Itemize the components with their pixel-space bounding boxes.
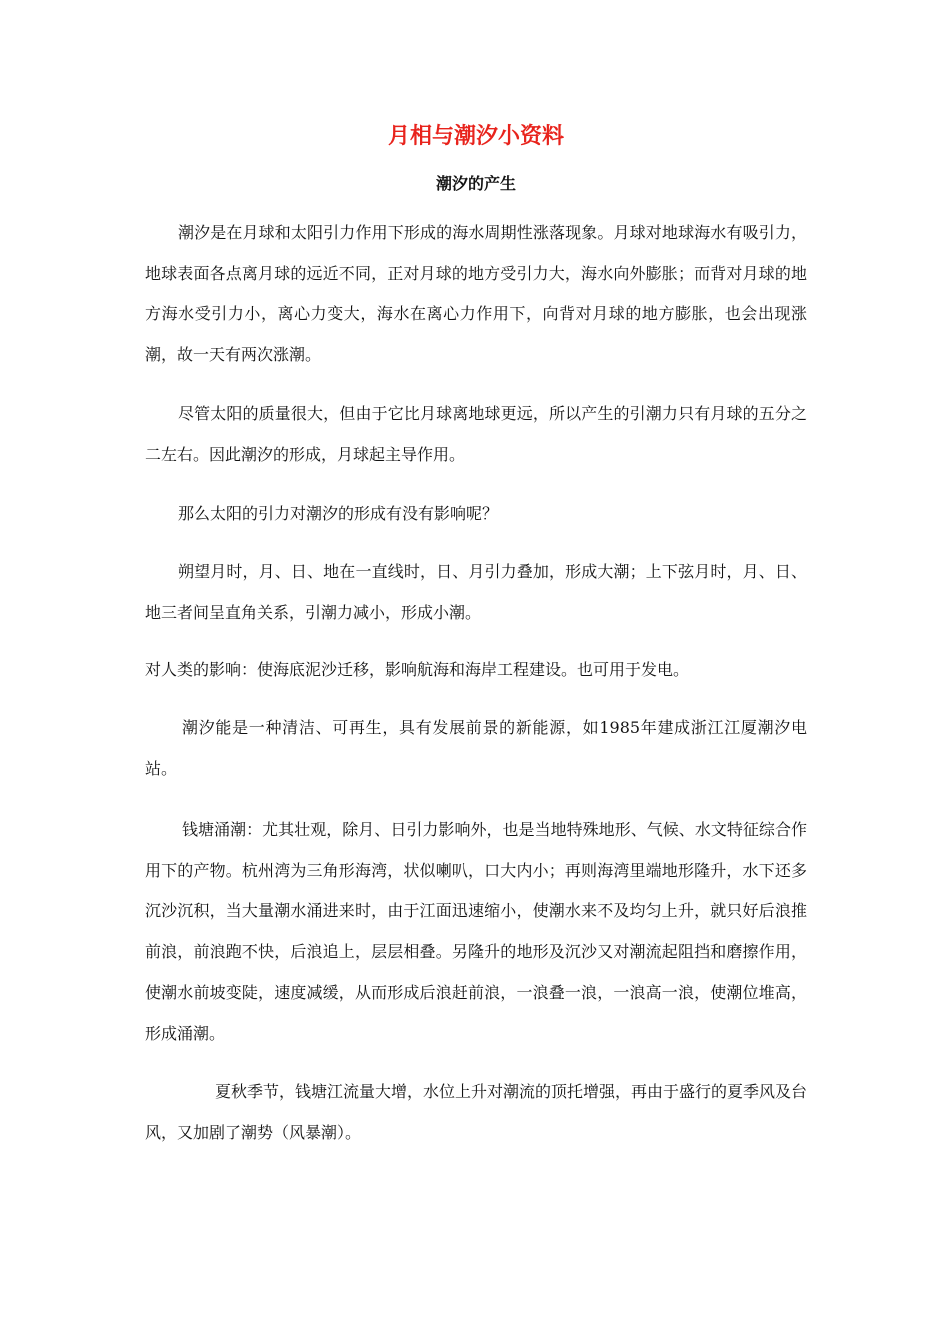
paragraph-tidal-energy: 潮汐能是一种清洁、可再生，具有发展前景的新能源，如1985年建成浙江江厦潮汐电站。 xyxy=(145,718,807,778)
section-heading: 潮汐的产生 xyxy=(435,174,516,193)
paragraph-tide-formation: 潮汐是在月球和太阳引力作用下形成的海水周期性涨落现象。月球对地球海水有吸引力，地球表面各点离月球的远近不同，正对月球的地方受引力大，海水向外膨胀；而背对月球的地方海水受引力小，离心力变大，海水在离心力作用下，向背对月球的地方膨胀，也会出现涨潮，故一天有两次涨潮。 xyxy=(145,223,807,365)
paragraph-storm-surge: 夏秋季节，钱塘江流量大增，水位上升对潮流的顶托增强，再由于盛行的夏季风及台风，又加剧了潮势（风暴潮）。 xyxy=(145,1082,808,1142)
paragraph-spring-neap-tides: 朔望月时，月、日、地在一直线时，日、月引力叠加，形成大潮；上下弦月时，月、日、地三者间呈直角关系，引潮力减小，形成小潮。 xyxy=(145,562,807,622)
paragraph-question: 那么太阳的引力对潮汐的形成有没有影响呢？ xyxy=(178,504,499,523)
document-title: 月相与潮汐小资料 xyxy=(387,124,564,149)
paragraph-human-impact: 对人类的影响：使海底泥沙迁移，影响航海和海岸工程建设。也可用于发电。 xyxy=(145,660,690,679)
paragraph-sun-influence: 尽管太阳的质量很大，但由于它比月球离地球更远，所以产生的引潮力只有月球的五分之二左右。因此潮汐的形成，月球起主导作用。 xyxy=(145,404,807,464)
paragraph-qiantang-bore: 钱塘涌潮：尤其壮观，除月、日引力影响外，也是当地特殊地形、气候、水文特征综合作用下的产物。杭州湾为三角形海湾，状似喇叭，口大内小；再则海湾里端地形隆升，水下还多沉沙沉积，当大量潮水涌进来时，由于江面迅速缩小，使潮水来不及均匀上升，就只好后浪推前浪，前浪跑不快，后浪追上，层层相叠。另隆升的地形及沉沙又对潮流起阻挡和磨擦作用，使潮水前坡变陡，速度减缓，从而形成后浪赶前浪，一浪叠一浪，一浪高一浪，使潮位堆高，形成涌潮。 xyxy=(145,820,807,1043)
